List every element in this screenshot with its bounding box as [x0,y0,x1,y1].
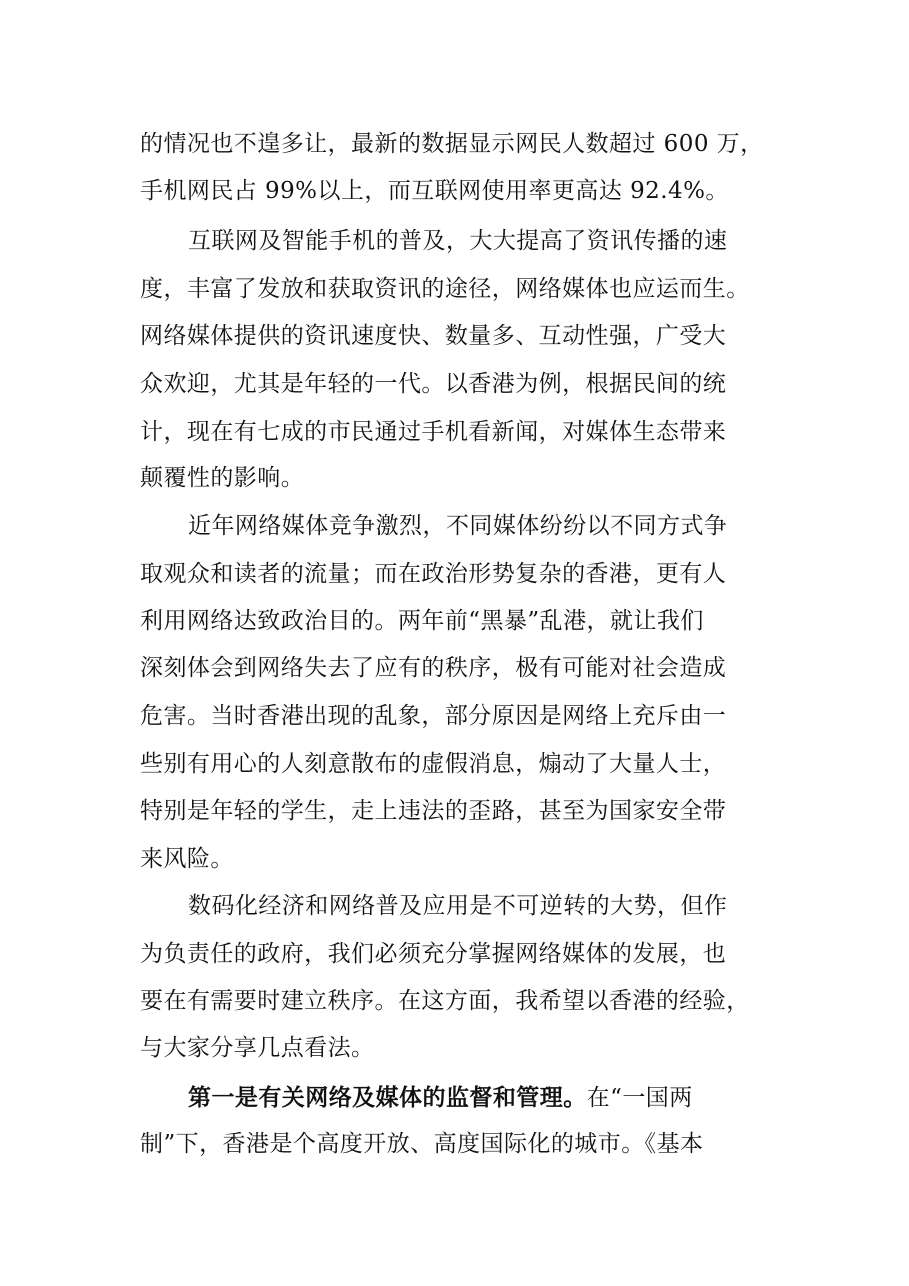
heading-continuation: 在“一国两 [586,1085,693,1111]
paragraph-start-line: 数码化经济和网络普及应用是不可逆转的大势，但作 [188,893,728,919]
paragraph-start-line: 互联网及智能手机的普及，大大提高了资讯传播的速 [188,228,728,254]
text-line: 的情况也不遑多让，最新的数据显示网民人数超过 600 万， [140,131,764,157]
text-line: 制”下，香港是个高度开放、高度国际化的城市。《基本 [140,1131,704,1157]
text-line: 危害。当时香港出现的乱象，部分原因是网络上充斥由一 [140,703,727,729]
text-line: 手机网民占 99%以上，而互联网使用率更高达 92.4%。 [140,178,729,204]
text-line: 来风险。 [140,846,234,872]
text-line: 颠覆性的影响。 [140,465,305,491]
text-line: 些别有用心的人刻意散布的虚假消息，煽动了大量人士， [140,751,727,777]
text-line: 计，现在有七成的市民通过手机看新闻，对媒体生态带来 [140,419,727,445]
text-line: 网络媒体提供的资讯速度快、数量多、互动性强，广受大 [140,323,727,349]
text-line: 与大家分享几点看法。 [140,1035,375,1061]
text-line: 利用网络达致政治目的。两年前“黑暴”乱港，就让我们 [140,608,704,634]
text-line: 深刻体会到网络失去了应有的秩序，极有可能对社会造成 [140,655,727,681]
paragraph-start-line: 近年网络媒体竞争激烈，不同媒体纷纷以不同方式争 [188,513,728,539]
text-line: 要在有需要时建立秩序。在这方面，我希望以香港的经验， [140,988,750,1014]
text-line: 度，丰富了发放和获取资讯的途径，网络媒体也应运而生。 [140,276,750,302]
section-heading-line [188,1082,693,1114]
text-line: 取观众和读者的流量；而在政治形势复杂的香港，更有人 [140,561,727,587]
text-line: 特别是年轻的学生，走上违法的歪路，甚至为国家安全带 [140,798,727,824]
text-line: 为负责任的政府，我们必须充分掌握网络媒体的发展，也 [140,941,727,967]
section-heading: 第一是有关网络及媒体的监督和管理。 [188,1084,587,1111]
text-line: 众欢迎，尤其是年轻的一代。以香港为例，根据民间的统 [140,371,727,397]
